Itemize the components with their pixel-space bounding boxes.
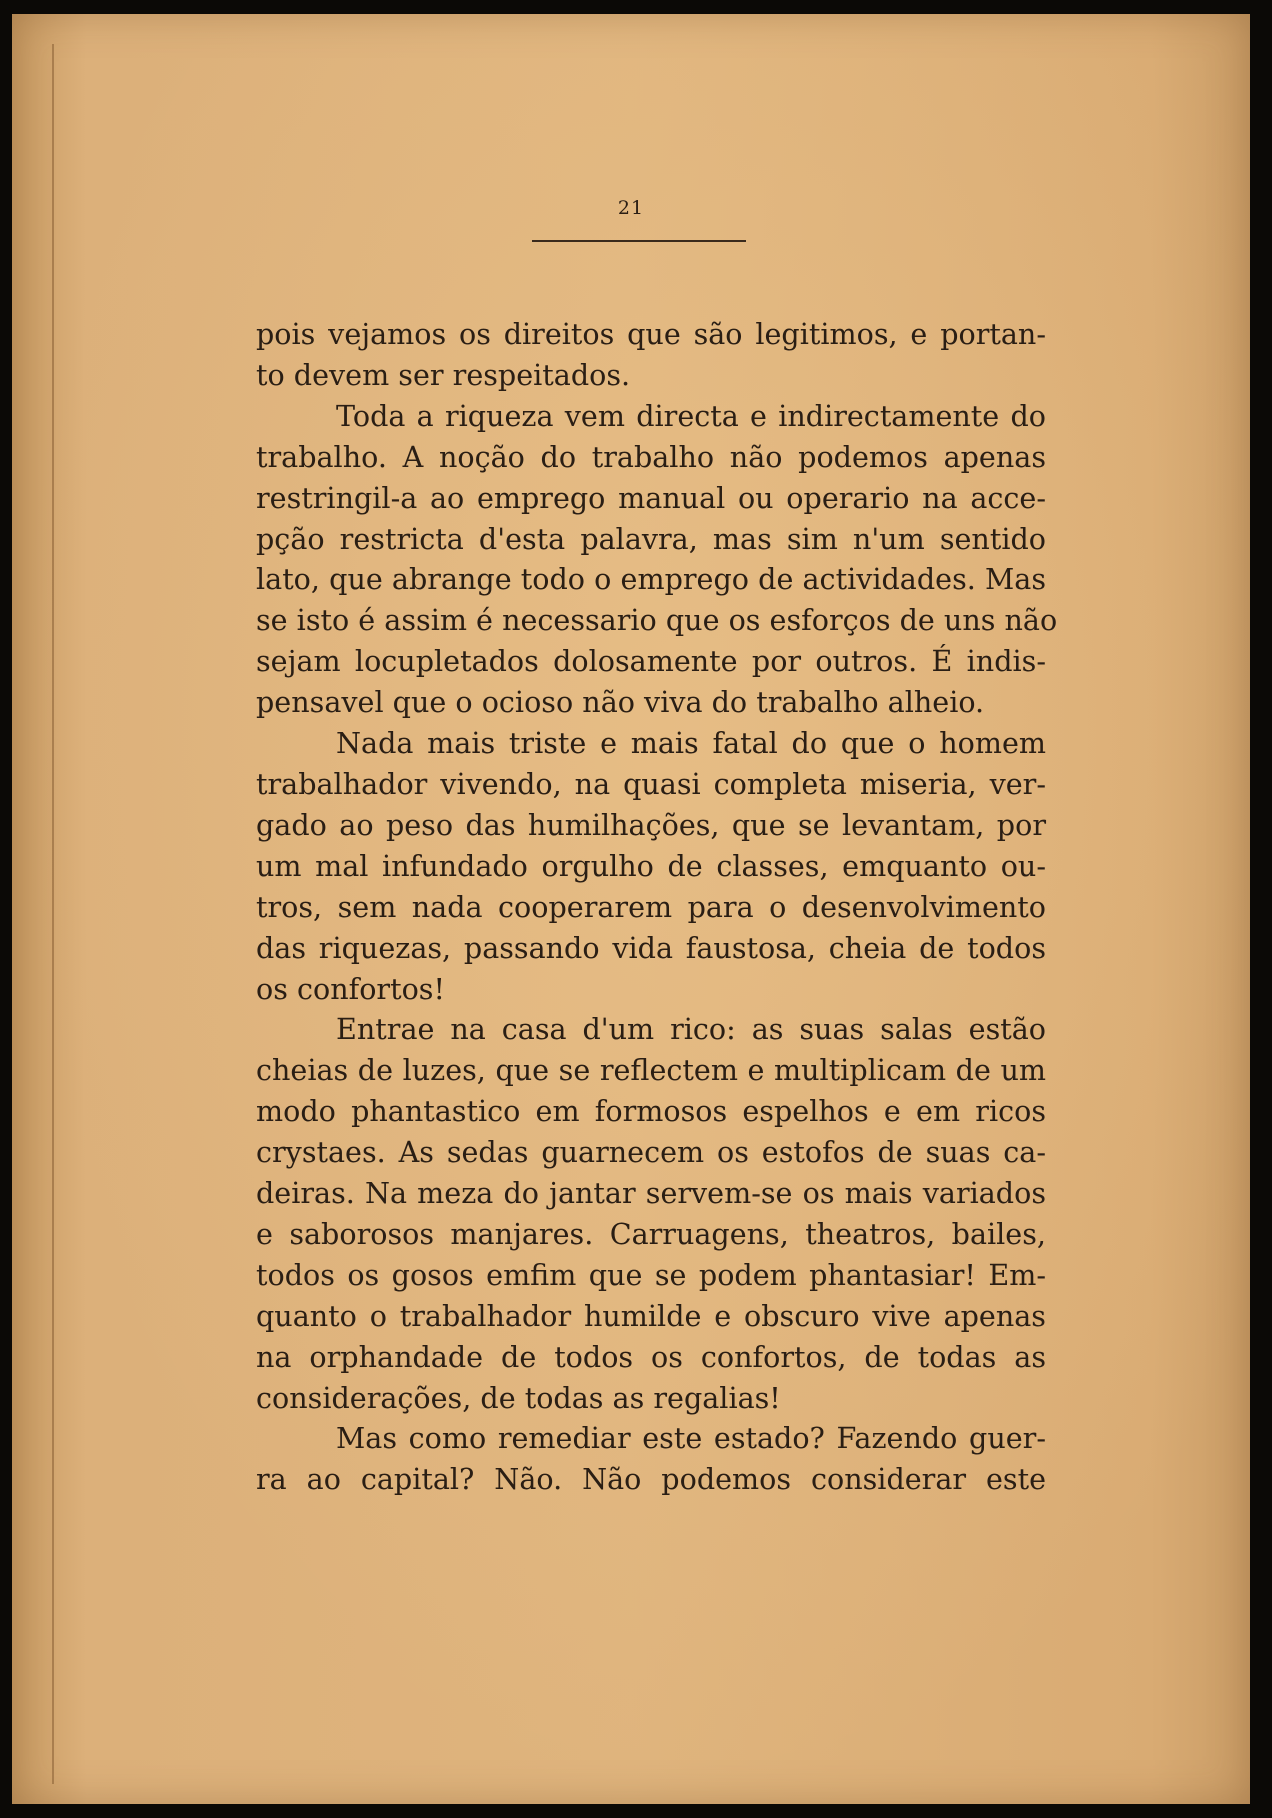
text-line: um mal infundado orgulho de classes, emquanto ou- — [256, 848, 1046, 883]
text-line: trabalhador vivendo, na quasi completa miseria, ver- — [256, 766, 1046, 801]
text-line: e saborosos manjares. Carruagens, theatros, bailes, — [256, 1216, 1046, 1251]
text-line: Nada mais triste e mais fatal do que o homem — [336, 726, 1046, 761]
body-text — [256, 314, 1058, 1500]
book-page — [12, 14, 1250, 1804]
binding-gutter — [52, 44, 54, 1784]
text-line: Mas como remediar este estado? Fazendo guer- — [336, 1421, 1046, 1456]
text-line: tros, sem nada cooperarem para o desenvolvimento — [256, 889, 1046, 924]
text-line: ra ao capital? Não. Não podemos considerar este — [256, 1462, 1046, 1497]
header-rule — [532, 240, 746, 242]
text-line: considerações, de todas as regalias! — [256, 1380, 781, 1415]
text-line: lato, que abrange todo o emprego de actividades. Mas — [256, 562, 1046, 597]
text-line: Entrae na casa d'um rico: as suas salas estão — [336, 1012, 1046, 1047]
text-line: restringil-a ao emprego manual ou operario na acce- — [256, 480, 1046, 515]
text-line: pensavel que o ocioso não viva do trabalho alheio. — [256, 685, 985, 720]
text-line: Toda a riqueza vem directa e indirectamente do — [336, 398, 1046, 433]
text-line: se isto é assim é necessario que os esforços de uns não — [256, 603, 1058, 638]
text-line: quanto o trabalhador humilde e obscuro vive apenas — [256, 1298, 1046, 1333]
text-line: das riquezas, passando vida faustosa, cheia de todos — [256, 930, 1046, 965]
text-line: pois vejamos os direitos que são legitimos, e portan- — [256, 317, 1046, 351]
text-line: os confortos! — [256, 971, 445, 1006]
text-line: gado ao peso das humilhações, que se levantam, por — [256, 807, 1046, 842]
text-line: sejam locupletados dolosamente por outros. É indis- — [256, 644, 1046, 679]
text-line: crystaes. As sedas guarnecem os estofos de suas ca- — [256, 1135, 1046, 1170]
text-line: modo phantastico em formosos espelhos e em ricos — [256, 1094, 1046, 1129]
text-line: cheias de luzes, que se reflectem e multiplicam de um — [256, 1053, 1046, 1088]
text-line: na orphandade de todos os confortos, de todas as — [256, 1339, 1046, 1374]
text-line: to devem ser respeitados. — [256, 357, 631, 392]
text-line: trabalho. A noção do trabalho não podemos apenas — [256, 439, 1046, 474]
page-number: 21 — [617, 197, 645, 219]
text-line: deiras. Na meza do jantar servem-se os mais variados — [256, 1176, 1046, 1211]
text-line: todos os gosos emfim que se podem phantasiar! Em- — [256, 1257, 1046, 1292]
text-line: pção restricta d'esta palavra, mas sim n'um sentido — [256, 521, 1046, 556]
